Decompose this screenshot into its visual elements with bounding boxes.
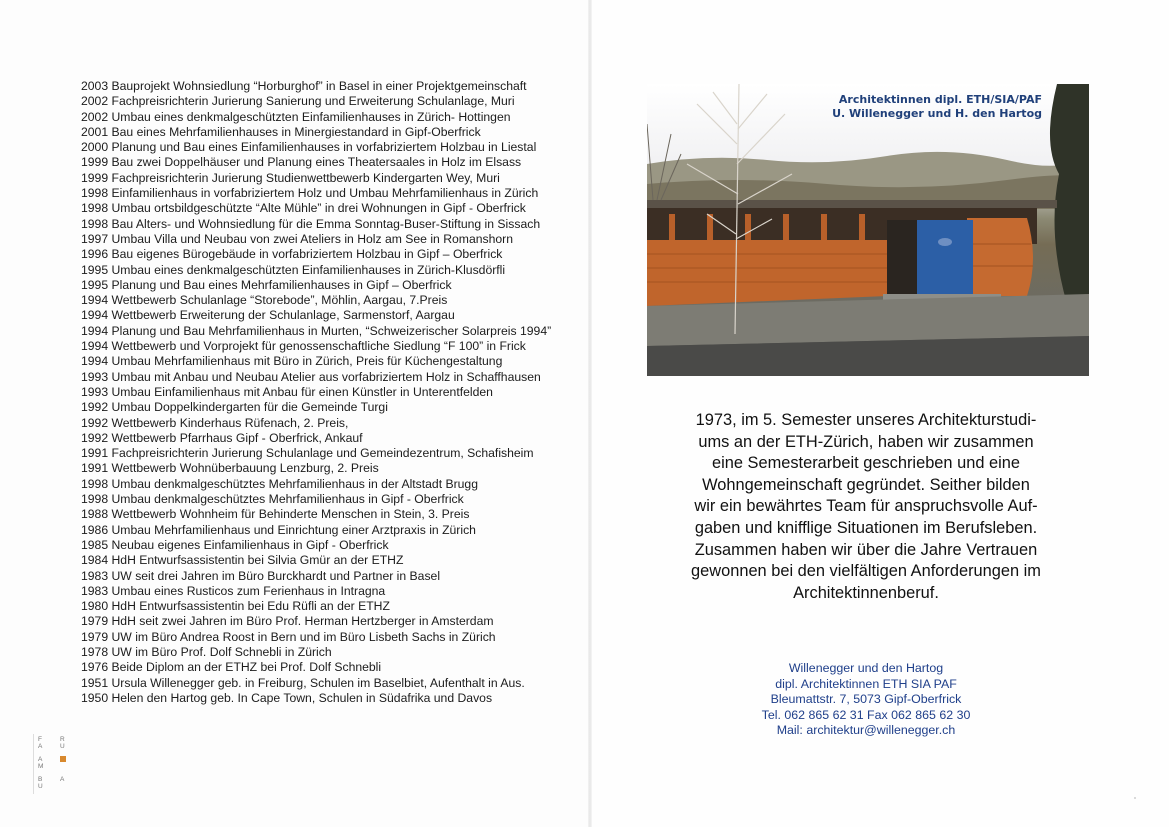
chronology-item: 1994 Planung und Bau Mehrfamilienhaus in Murten, “Schweizerischer Solarpreis 1994” [81,323,552,338]
chronology-item: 1979 HdH seit zwei Jahren im Büro Prof. Herman Hertzberger in Amsterdam [81,614,494,629]
chronology-item: 1996 Bau eigenes Bürogebäude in vorfabriziertem Holzbau in Gipf – Oberfrick [81,247,503,262]
statement-line: ums an der ETH-Zürich, haben wir zusammen [698,432,1034,451]
chronology-item: 1997 Umbau Villa und Neubau von zwei Ateliers in Holz am See in Romanshorn [81,231,513,246]
roof-shape [647,200,1057,208]
contact-phone: Tel. 062 865 62 31 Fax 062 865 62 30 [761,707,971,722]
statement-paragraph [656,410,1076,604]
contact-title: dipl. Architektinnen ETH SIA PAF [775,676,957,691]
photo-caption [652,93,1042,121]
scan-speck [1134,797,1136,799]
statement-line: Wohngemeinschaft gegründet. Seither bilden [702,475,1030,494]
chronology-item: 1991 Wettbewerb Wohnüberbauung Lenzburg, 2. Preis [81,461,379,476]
chronology-item: 1992 Wettbewerb Kinderhaus Rüfenach, 2. Preis, [81,415,349,430]
statement-line: gewonnen bei den vielfältigen Anforderungen im [691,562,1041,581]
statement-line: 1973, im 5. Semester unseres Architekturstudi- [695,411,1037,429]
chronology-item: 1995 Planung und Bau eines Mehrfamilienhauses in Gipf – Oberfrick [81,277,452,292]
logo-letter: F [38,736,42,743]
chronology-item: 1983 UW seit drei Jahren im Büro Burckhardt und Partner in Basel [81,568,441,583]
contact-address: Bleumattstr. 7, 5073 Gipf-Oberfrick [770,692,962,707]
chronology-item: 2001 Bau eines Mehrfamilienhauses in Minergiestandard in Gipf-Oberfrick [81,124,481,139]
chronology-item: 1950 Helen den Hartog geb. In Cape Town, Schulen in Südafrika und Davos [81,690,493,705]
logo-row-frau [38,736,94,750]
chronology-item: 1998 Bau Alters- und Wohnsiedlung für die Emma Sonntag-Buser-Stiftung in Sissach [81,216,541,231]
chronology-item: 1995 Umbau eines denkmalgeschützten Einfamilienhauses in Zürich-Klusdörfli [81,262,506,277]
chronology-item: 2003 Bauprojekt Wohnsiedlung “Horburghof” in Basel in einer Projektgemeinschaft [81,79,527,93]
chronology-item: 1999 Fachpreisrichterin Jurierung Studienwettbewerb Kindergarten Wey, Muri [81,170,500,185]
chronology-item: 1976 Beide Diplom an der ETHZ bei Prof. Dolf Schnebli [81,660,382,675]
caption-line-names: U. Willenegger und H. den Hartog [832,107,1042,120]
logo-letter: A [38,756,43,763]
logo-accent-square [60,756,82,763]
logo-row-am [38,756,94,770]
chronology-item: 1994 Umbau Mehrfamilienhaus mit Büro in Zürich, Preis für Küchengestaltung [81,354,503,369]
frau-am-bau-logo [33,734,94,794]
door-window-shape [938,238,952,246]
chronology-item: 1979 UW im Büro Andrea Roost in Bern und im Büro Lisbeth Sachs in Zürich [81,629,496,644]
page-fold [588,0,592,827]
chronology-item: 1951 Ursula Willenegger geb. in Freiburg, Schulen im Baselbiet, Aufenthalt in Aus. [81,675,525,690]
statement-line: wir ein bewährtes Team für anspruchsvolle Auf- [694,497,1038,516]
chronology-item: 1992 Wettbewerb Pfarrhaus Gipf - Oberfrick, Ankauf [81,430,363,445]
blue-door-shape [917,220,973,296]
chronology-item: 2002 Fachpreisrichterin Jurierung Sanierung und Erweiterung Schulanlage, Muri [81,94,515,109]
chronology-item: 1993 Umbau Einfamilienhaus mit Anbau für einen Künstler in Unterentfelden [81,384,493,399]
chronology-item: 1983 Umbau eines Rusticos zum Ferienhaus in Intragna [81,583,386,598]
contact-block [706,661,1026,739]
doorway-shape [887,220,917,296]
logo-letter: U [60,743,65,750]
chronology-item: 1998 Umbau ortsbildgeschützte “Alte Mühle” in drei Wohnungen in Gipf - Oberfrick [81,201,526,216]
chronology-item: 1984 HdH Entwurfsassistentin bei Silvia Gmür an der ETHZ [81,553,404,568]
chronology-item: 1980 HdH Entwurfsassistentin bei Edu Rüfli an der ETHZ [81,599,390,614]
chronology-item: 1998 Einfamilienhaus in vorfabriziertem Holz und Umbau Mehrfamilienhaus in Zürich [81,186,539,201]
chronology-item: 1994 Wettbewerb Erweiterung der Schulanlage, Sarmenstorf, Aargau [81,308,455,323]
statement-line: eine Semesterarbeit geschrieben und eine [712,454,1020,473]
statement-line: gaben und knifflige Situationen im Berufsleben. [694,518,1038,537]
logo-letter: B [38,776,43,783]
project-chronology-list [81,79,581,706]
wood-facade-left [647,240,887,306]
building-photo-illustration [647,84,1089,376]
wood-facade-right [967,218,1033,296]
logo-letter: A [60,776,65,783]
chronology-item: 1994 Wettbewerb Schulanlage “Storebode”, Möhlin, Aargau, 7.Preis [81,293,448,308]
contact-firm-name: Willenegger und den Hartog [788,661,944,675]
chronology-item: 1985 Neubau eigenes Einfamilienhaus in Gipf - Oberfrick [81,537,389,552]
chronology-item: 2000 Planung und Bau eines Einfamilienhauses in vorfabriziertem Holzbau in Liestal [81,140,537,155]
logo-letter: R [60,736,65,743]
statement-line: Zusammen haben wir über die Jahre Vertrauen [694,540,1038,559]
logo-letter: A [38,743,43,750]
logo-row-bau [38,776,94,790]
logo-letter: M [38,763,44,770]
chronology-item: 1978 UW im Büro Prof. Dolf Schnebli in Zürich [81,644,332,659]
logo-letter: U [38,783,43,790]
chronology-item: 1998 Umbau denkmalgeschütztes Mehrfamilienhaus in Gipf - Oberfrick [81,492,464,507]
chronology-item: 1991 Fachpreisrichterin Jurierung Schulanlage und Gemeindezentrum, Schafisheim [81,446,534,461]
chronology-item: 1986 Umbau Mehrfamilienhaus und Einrichtung einer Arztpraxis in Zürich [81,522,476,537]
building-photo [647,84,1089,376]
chronology-item: 1999 Bau zwei Doppelhäuser und Planung eines Theatersaales in Holz im Elsass [81,155,522,170]
chronology-item: 1992 Umbau Doppelkindergarten für die Gemeinde Turgi [81,400,388,415]
statement-line: Architektinnenberuf. [793,583,939,602]
caption-line-title: Architektinnen dipl. ETH/SIA/PAF [838,93,1042,106]
chronology-item: 2002 Umbau eines denkmalgeschützten Einfamilienhauses in Zürich- Hottingen [81,109,511,124]
chronology-item: 1994 Wettbewerb und Vorprojekt für genossenschaftliche Siedlung “F 100” in Frick [81,339,526,354]
contact-email: Mail: architektur@willenegger.ch [776,723,956,738]
chronology-item: 1988 Wettbewerb Wohnheim für Behinderte Menschen in Stein, 3. Preis [81,507,470,522]
chronology-item: 1998 Umbau denkmalgeschütztes Mehrfamilienhaus in der Altstadt Brugg [81,476,478,491]
chronology-item: 1993 Umbau mit Anbau und Neubau Atelier aus vorfabriziertem Holz in Schaffhausen [81,369,541,384]
